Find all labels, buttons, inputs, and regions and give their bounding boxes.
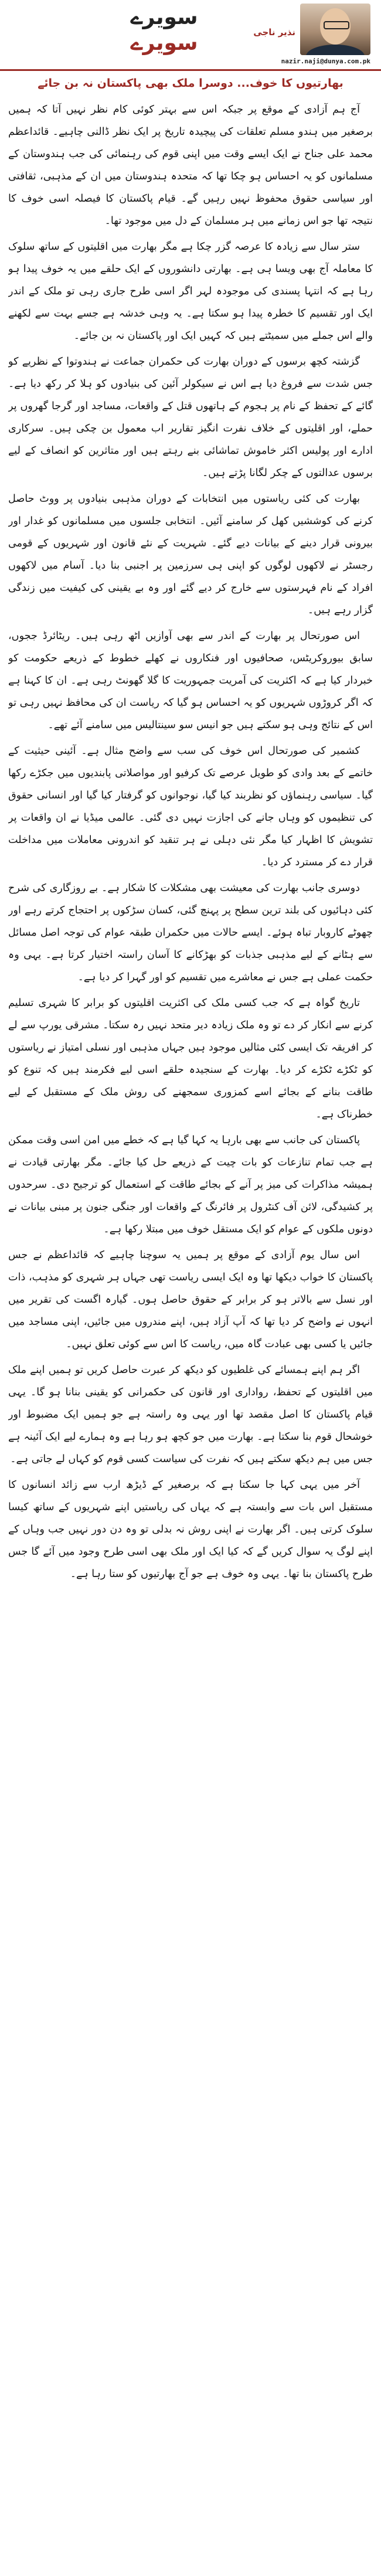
article-paragraph: اس صورتحال پر بھارت کے اندر سے بھی آوازیں اٹھ رہی ہیں۔ ریٹائرڈ ججوں، سابق بیوروکریٹس، صحافیوں اور فنکاروں نے کھلے خطوط کے ذریعے حکومت کو خبردار کیا ہے کہ اکثریت کی آمریت جمہوریت کا گلا گھونٹ رہی ہے۔ ان کا کہنا ہے کہ اگر کروڑوں شہریوں کو یہ احساس ہو گیا کہ ریاست ان کی محافظ نہیں رہی تو اس کے نتائج وہی ہو سکتے ہیں جو انیس سو سینتالیس میں سامنے آئے تھے۔ xyxy=(8,630,373,731)
article-paragraph: آخر میں یہی کہا جا سکتا ہے کہ برصغیر کے ڈیڑھ ارب سے زائد انسانوں کا مستقبل اس بات سے وابستہ ہے کہ یہاں کی ریاستیں اپنے شہریوں کے ساتھ کیسا سلوک کرتی ہیں۔ اگر بھارت نے اپنی روش نہ بدلی تو وہ دن دور نہیں جب وہاں کے اپنے لوگ یہ سوال کریں گے کہ کیا ایک اور ملک بھی اسی طرح وجود میں آئے گا جس طرح پاکستان بنا تھا۔ یہی وہ خوف ہے جو آج بھارتیوں کو ستا رہا ہے۔ xyxy=(8,1479,373,1580)
author-email: nazir.naji@dunya.com.pk xyxy=(281,57,370,65)
article-paragraph: گزشتہ کچھ برسوں کے دوران بھارت کی حکمران جماعت نے ہندوتوا کے نظریے کو جس شدت سے فروغ دیا ہے اس نے سیکولر آئین کی بنیادوں کو ہلا کر رکھ دیا ہے۔ گائے کے تحفظ کے نام پر ہجوم کے ہاتھوں قتل کے واقعات، مساجد اور گرجا گھروں پر حملے، اور اقلیتوں کے خلاف نفرت انگیز تقاریر اب معمول بن چکی ہیں۔ سرکاری ادارے اور پولیس اکثر خاموش تماشائی بنے رہتے ہیں اور متاثرین کو انصاف کے لیے برسوں عدالتوں کے چکر لگانا پڑتے ہیں۔ xyxy=(8,356,373,479)
avatar-glasses xyxy=(324,21,349,29)
article-paragraph: پاکستان کی جانب سے بھی بارہا یہ کہا گیا ہے کہ خطے میں امن اسی وقت ممکن ہے جب تمام تنازعات کو بات چیت کے ذریعے حل کیا جائے۔ مگر بھارتی قیادت نے ہمیشہ مذاکرات کی میز پر آنے کے بجائے طاقت کے استعمال کو ترجیح دی۔ سرحدوں پر کشیدگی، لائن آف کنٹرول پر فائرنگ کے واقعات اور جنگی جنون پر مبنی بیانات نے دونوں ملکوں کے عوام کو ایک مستقل خوف میں مبتلا رکھا ہے۔ xyxy=(8,1134,373,1235)
author-portrait-icon xyxy=(300,4,370,55)
article-paragraph: اگر ہم اپنے ہمسائے کی غلطیوں کو دیکھ کر عبرت حاصل کریں تو ہمیں اپنے ملک میں اقلیتوں کے تحفظ، رواداری اور قانون کی حکمرانی کو یقینی بنانا ہو گا۔ یہی قیام پاکستان کا اصل مقصد تھا اور یہی وہ راستہ ہے جو ہمیں ایک مضبوط اور خوشحال قوم بنا سکتا ہے۔ بھارت میں جو کچھ ہو رہا ہے وہ ہمارے لیے ایک آئینہ ہے جس میں ہم دیکھ سکتے ہیں کہ نفرت کی سیاست کسی قوم کو کہاں لے جاتی ہے۔ xyxy=(8,1364,373,1465)
article-body xyxy=(8,98,373,2567)
article-paragraph: ستر سال سے زیادہ کا عرصہ گزر چکا ہے مگر بھارت میں اقلیتوں کے ساتھ سلوک کا معاملہ آج بھی ویسا ہی ہے۔ بھارتی دانشوروں کے ایک حلقے میں یہ خوف پیدا ہو رہا ہے کہ انتہا پسندی کی موجودہ لہر اگر اسی طرح جاری رہی تو ملک کے اندر ایک اور تقسیم کا خطرہ پیدا ہو سکتا ہے۔ یہ وہی خدشہ ہے جسے بہت سے لکھنے والے اس جملے میں سمیٹتے ہیں کہ کہیں ایک اور پاکستان نہ بن جائے۔ xyxy=(8,241,373,342)
column-masthead xyxy=(0,0,381,71)
article-paragraph: کشمیر کی صورتحال اس خوف کی سب سے واضح مثال ہے۔ آئینی حیثیت کے خاتمے کے بعد وادی کو طویل عرصے تک کرفیو اور مواصلاتی پابندیوں میں جکڑے رکھا گیا۔ سیاسی رہنماؤں کو نظربند کیا گیا، نوجوانوں کو گرفتار کیا گیا اور انسانی حقوق کی تنظیموں کو وہاں جانے کی اجازت نہیں دی گئی۔ عالمی میڈیا نے ان واقعات پر تشویش کا اظہار کیا مگر نئی دہلی نے ہر تنقید کو اندرونی معاملات میں مداخلت قرار دے کر مسترد کر دیا۔ xyxy=(8,745,373,868)
article-headline: بھارتیوں کا خوف... دوسرا ملک بھی پاکستان نہ بن جائے xyxy=(38,77,343,90)
column-name-line-1: سویرے xyxy=(130,5,198,29)
author-block xyxy=(236,4,370,67)
article-paragraph: بھارت کی کئی ریاستوں میں انتخابات کے دوران مذہبی بنیادوں پر ووٹ حاصل کرنے کی کوششیں کھل کر سامنے آئیں۔ انتخابی جلسوں میں مسلمانوں کو غدار اور بیرونی قرار دینے کے بیانات دیے گئے۔ شہریت کے نئے قانون اور شہریوں کے قومی رجسٹر نے لاکھوں لوگوں کو اپنی ہی سرزمین پر اجنبی بنا دیا۔ آسام میں لاکھوں افراد کے نام فہرستوں سے خارج کر دیے گئے اور وہ بے یقینی کی کیفیت میں زندگی گزار رہے ہیں۔ xyxy=(8,493,373,616)
avatar-shirt xyxy=(306,45,365,55)
article-paragraph: اس سال یوم آزادی کے موقع پر ہمیں یہ سوچنا چاہیے کہ قائداعظم نے جس پاکستان کا خواب دیکھا تھا وہ ایک ایسی ریاست تھی جہاں ہر شہری کو مذہب، ذات اور نسل سے بالاتر ہو کر برابر کے حقوق حاصل ہوں۔ گیارہ اگست کی تقریر میں انہوں نے واضح کر دیا تھا کہ آپ آزاد ہیں، اپنے مندروں میں جائیں، اپنی مساجد میں جائیں یا کسی بھی عبادت گاہ میں، ریاست کا اس سے کوئی تعلق نہیں۔ xyxy=(8,1249,373,1350)
article-paragraph: آج ہم آزادی کے موقع پر جبکہ اس سے بہتر کوئی کام نظر نہیں آتا کہ ہمیں برصغیر میں ہندو مسلم تعلقات کی پیچیدہ تاریخ پر ایک نظر ڈالنی چاہیے۔ قائداعظم محمد علی جناح نے ایک ایسے وقت میں اپنی قوم کی رہنمائی کی جب ہندوستان کے مسلمانوں کو یہ احساس ہو چکا تھا کہ متحدہ ہندوستان میں ان کے مذہبی، ثقافتی اور سیاسی حقوق محفوظ نہیں رہیں گے۔ قیام پاکستان کا فیصلہ اسی خوف کا نتیجہ تھا جو اس زمانے میں ہر مسلمان کے دل میں موجود تھا۔ xyxy=(8,104,373,227)
column-name-line-2: سویرے xyxy=(130,31,198,55)
author-name: نذیر ناجی xyxy=(253,27,295,38)
article-paragraph: تاریخ گواہ ہے کہ جب کسی ملک کی اکثریت اقلیتوں کو برابر کا شہری تسلیم کرنے سے انکار کر دے تو وہ ملک زیادہ دیر متحد نہیں رہ سکتا۔ مشرقی یورپ سے لے کر افریقہ تک ایسی کئی مثالیں موجود ہیں جہاں مذہبی اور نسلی امتیاز نے ریاستوں کو ٹکڑے ٹکڑے کر دیا۔ بھارت کے سنجیدہ حلقے اسی لیے فکرمند ہیں کہ تنوع کو طاقت بنانے کے بجائے اسے کمزوری سمجھنے کی روش ملک کے مستقبل کے لیے خطرناک ہے۔ xyxy=(8,997,373,1120)
column-name-logo xyxy=(103,5,226,61)
article-paragraph: دوسری جانب بھارت کی معیشت بھی مشکلات کا شکار ہے۔ بے روزگاری کی شرح کئی دہائیوں کی بلند ترین سطح پر پہنچ گئی، کسان سڑکوں پر احتجاج کرتے رہے اور چھوٹے کاروبار تباہ ہوئے۔ ایسے حالات میں حکمران طبقہ عوام کی توجہ اصل مسائل سے ہٹانے کے لیے مذہبی جذبات کو بھڑکانے کا آسان راستہ اختیار کرتا ہے۔ یہی وہ حکمت عملی ہے جس نے معاشرے میں تقسیم کو اور گہرا کر دیا ہے۔ xyxy=(8,882,373,983)
